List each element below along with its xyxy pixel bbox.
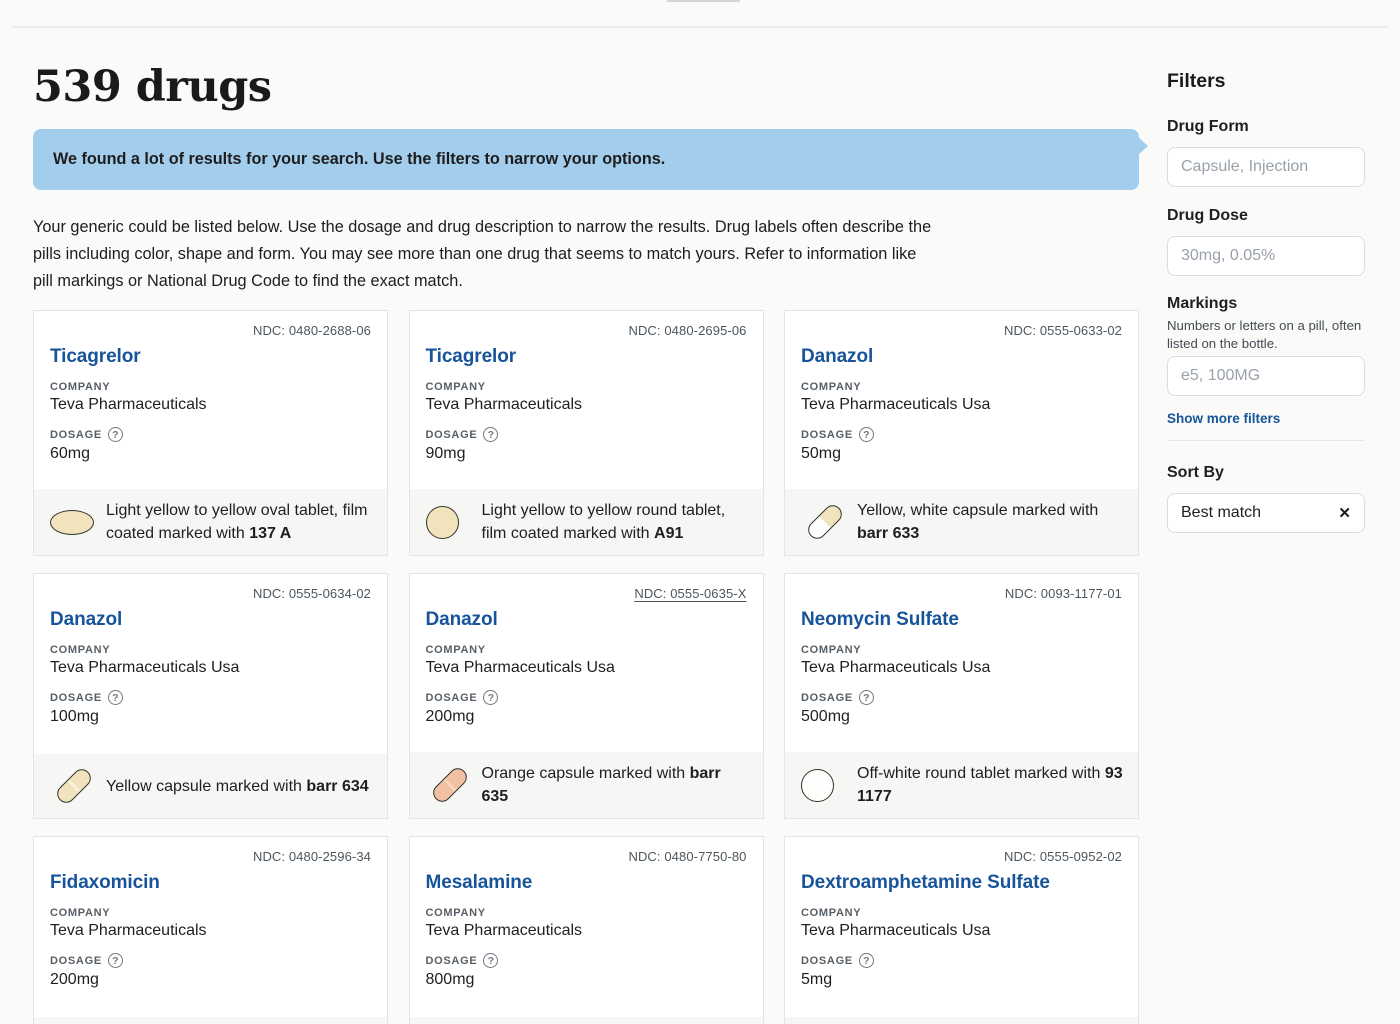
banner-text: We found a lot of results for your search. Use the filters to narrow your options. bbox=[53, 150, 666, 168]
dosage-row bbox=[50, 690, 371, 705]
ndc-code-link[interactable]: NDC: 0093-1177-01 bbox=[1004, 586, 1122, 601]
drug-dose-label: Drug Dose bbox=[1167, 207, 1248, 224]
pill-icon-wrap bbox=[801, 513, 857, 531]
drug-card bbox=[409, 836, 764, 1024]
markings-helper-text: Numbers or letters on a pill, often listed on the bottle. bbox=[1167, 318, 1362, 351]
company-label: COMPANY bbox=[801, 381, 862, 393]
dosage-label: DOSAGE bbox=[50, 428, 102, 441]
drug-card-grid bbox=[33, 310, 1139, 1024]
drug-name-link[interactable]: Ticagrelor bbox=[425, 346, 517, 367]
company-value: Teva Pharmaceuticals Usa bbox=[801, 922, 991, 939]
company-value: Teva Pharmaceuticals bbox=[425, 922, 583, 939]
results-info-banner bbox=[33, 129, 1139, 190]
pill-description-footer bbox=[410, 489, 763, 555]
pill-icon-wrap bbox=[426, 776, 482, 794]
ndc-code-link[interactable]: NDC: 0480-7750-80 bbox=[628, 849, 747, 864]
dosage-label: DOSAGE bbox=[50, 691, 102, 704]
pill-description-footer bbox=[785, 489, 1138, 555]
dosage-help-icon[interactable]: ? bbox=[108, 427, 123, 442]
pill-description-text: Orange capsule marked with bbox=[481, 765, 686, 782]
dosage-label: DOSAGE bbox=[425, 428, 478, 441]
pill-marking: A91 bbox=[654, 525, 684, 542]
dosage-help-icon[interactable]: ? bbox=[483, 427, 498, 442]
pill-description-footer bbox=[34, 1017, 387, 1024]
intro-line: Your generic could be listed below. Use the dosage and drug description to narrow the results. Drug labels often describe the bbox=[33, 218, 932, 236]
dosage-help-icon[interactable]: ? bbox=[483, 953, 498, 968]
filters-heading: Filters bbox=[1167, 70, 1226, 92]
drug-card-body bbox=[410, 311, 763, 463]
dosage-help-icon[interactable]: ? bbox=[859, 690, 874, 705]
company-label: COMPANY bbox=[50, 907, 111, 919]
drug-name-link[interactable]: Danazol bbox=[425, 609, 498, 630]
dosage-value: 500mg bbox=[801, 708, 850, 725]
pill-marking: barr 634 bbox=[306, 777, 369, 795]
drug-name-link[interactable]: Danazol bbox=[801, 346, 874, 367]
pill-marking: barr 633 bbox=[857, 525, 920, 542]
pill-icon bbox=[429, 764, 470, 805]
pill-description bbox=[482, 762, 749, 808]
dosage-help-icon[interactable]: ? bbox=[859, 953, 874, 968]
pill-marking: 137 A bbox=[249, 525, 292, 542]
ndc-code-link[interactable]: NDC: 0555-0633-02 bbox=[1003, 323, 1122, 338]
drug-card-body bbox=[410, 574, 763, 726]
drug-card bbox=[409, 573, 764, 819]
ndc-code-link[interactable]: NDC: 0480-2688-06 bbox=[252, 323, 371, 338]
dosage-label: DOSAGE bbox=[425, 691, 478, 704]
dosage-help-icon[interactable]: ? bbox=[859, 427, 874, 442]
dosage-help-icon[interactable]: ? bbox=[108, 953, 123, 968]
company-label: COMPANY bbox=[425, 907, 486, 919]
drug-card-body bbox=[34, 311, 387, 463]
page-title: 539 drugs bbox=[33, 62, 272, 112]
pill-description-text: Yellow, white capsule marked with bbox=[857, 502, 1099, 519]
pill-icon bbox=[53, 765, 94, 806]
dosage-row bbox=[426, 427, 747, 442]
pill-description-footer bbox=[34, 489, 387, 555]
pill-icon bbox=[50, 510, 94, 535]
markings-label: Markings bbox=[1167, 295, 1238, 312]
clear-sort-icon[interactable]: ✕ bbox=[1338, 504, 1351, 522]
pill-icon bbox=[804, 501, 845, 542]
pill-description-footer bbox=[410, 752, 763, 818]
filters-sidebar bbox=[1167, 70, 1365, 533]
ndc-code-link[interactable]: NDC: 0480-2695-06 bbox=[628, 323, 747, 338]
dosage-row bbox=[50, 953, 371, 968]
pill-icon-wrap bbox=[50, 777, 106, 795]
sort-by-value: Best match bbox=[1181, 504, 1262, 521]
drug-name-link[interactable]: Dextroamphetamine Sulfate bbox=[801, 872, 1050, 893]
dosage-row bbox=[50, 427, 371, 442]
pill-description-text: Light yellow to yellow round tablet, film coated marked with bbox=[481, 502, 726, 542]
company-value: Teva Pharmaceuticals Usa bbox=[801, 396, 991, 413]
top-center-divider-mark bbox=[667, 0, 740, 2]
company-label: COMPANY bbox=[801, 644, 862, 656]
show-more-filters-link[interactable]: Show more filters bbox=[1167, 411, 1281, 426]
drug-card bbox=[33, 310, 388, 556]
pill-description-footer bbox=[34, 754, 387, 818]
drug-card bbox=[409, 310, 764, 556]
drug-card bbox=[784, 310, 1139, 556]
company-label: COMPANY bbox=[801, 907, 862, 919]
dosage-row bbox=[426, 953, 747, 968]
dosage-value: 50mg bbox=[801, 445, 842, 462]
company-value: Teva Pharmaceuticals bbox=[50, 922, 207, 939]
ndc-code-link[interactable]: NDC: 0555-0634-02 bbox=[252, 586, 371, 601]
drug-card-body bbox=[410, 837, 763, 989]
pill-icon bbox=[801, 769, 834, 802]
intro-line: pills including color, shape and form. You may see more than one drug that seems to match yours. Refer to information like bbox=[33, 245, 917, 263]
top-divider bbox=[12, 26, 1388, 28]
markings-input[interactable] bbox=[1167, 356, 1365, 396]
drug-card bbox=[784, 836, 1139, 1024]
drug-name-link[interactable]: Fidaxomicin bbox=[50, 872, 160, 893]
drug-card-body bbox=[785, 574, 1138, 726]
company-value: Teva Pharmaceuticals Usa bbox=[425, 659, 615, 676]
dosage-label: DOSAGE bbox=[425, 954, 478, 967]
drug-form-label: Drug Form bbox=[1167, 118, 1249, 135]
pill-marking: 93 1177 bbox=[857, 765, 1123, 805]
pill-icon bbox=[426, 506, 459, 539]
pill-icon-wrap bbox=[50, 510, 106, 535]
sort-by-select[interactable] bbox=[1167, 493, 1365, 533]
dosage-value: 100mg bbox=[50, 708, 99, 725]
ndc-code-link[interactable]: NDC: 0555-0635-X bbox=[634, 586, 747, 601]
dosage-value: 200mg bbox=[50, 971, 99, 988]
drug-card-body bbox=[785, 311, 1138, 463]
dosage-row bbox=[801, 690, 1122, 705]
drug-dose-input[interactable] bbox=[1167, 236, 1365, 276]
pill-description bbox=[106, 775, 369, 798]
pill-description-footer bbox=[785, 1017, 1138, 1024]
pill-icon-wrap bbox=[801, 769, 857, 802]
dosage-row bbox=[426, 690, 747, 705]
dosage-value: 5mg bbox=[801, 971, 833, 988]
dosage-row bbox=[801, 427, 1122, 442]
pill-description-text: Light yellow to yellow oval tablet, film coated marked with bbox=[106, 502, 368, 542]
ndc-code-link[interactable]: NDC: 0480-2596-34 bbox=[252, 849, 371, 864]
intro-line: pill markings or National Drug Code to find the exact match. bbox=[33, 272, 463, 290]
ndc-code-link[interactable]: NDC: 0555-0952-02 bbox=[1003, 849, 1122, 864]
pill-description bbox=[857, 762, 1124, 808]
dosage-label: DOSAGE bbox=[50, 954, 102, 967]
company-value: Teva Pharmaceuticals Usa bbox=[801, 659, 991, 676]
company-value: Teva Pharmaceuticals bbox=[50, 396, 207, 413]
dosage-help-icon[interactable]: ? bbox=[108, 690, 123, 705]
pill-marking: barr 635 bbox=[481, 765, 721, 805]
intro-paragraph bbox=[33, 214, 1013, 295]
dosage-value: 800mg bbox=[425, 971, 475, 988]
dosage-value: 200mg bbox=[425, 708, 475, 725]
drug-card-body bbox=[785, 837, 1138, 989]
pill-icon-wrap bbox=[426, 506, 482, 539]
pill-description-footer bbox=[410, 1017, 763, 1024]
drug-card bbox=[33, 836, 388, 1024]
company-label: COMPANY bbox=[50, 644, 111, 656]
dosage-row bbox=[801, 953, 1122, 968]
pill-description-text: Yellow capsule marked with bbox=[106, 777, 302, 795]
drug-card bbox=[784, 573, 1139, 819]
pill-description-footer bbox=[785, 752, 1138, 818]
company-value: Teva Pharmaceuticals Usa bbox=[50, 659, 240, 676]
company-value: Teva Pharmaceuticals bbox=[425, 396, 583, 413]
company-label: COMPANY bbox=[425, 381, 486, 393]
company-label: COMPANY bbox=[50, 381, 111, 393]
drug-name-link[interactable]: Danazol bbox=[50, 609, 123, 630]
sort-by-label: Sort By bbox=[1167, 464, 1224, 481]
drug-card bbox=[33, 573, 388, 819]
dosage-label: DOSAGE bbox=[801, 428, 853, 441]
drug-form-input[interactable] bbox=[1167, 147, 1365, 187]
drug-name-link[interactable]: Ticagrelor bbox=[50, 346, 141, 367]
company-label: COMPANY bbox=[425, 644, 486, 656]
pill-description bbox=[857, 499, 1124, 545]
drug-card-body bbox=[34, 574, 387, 726]
pill-description-text: Off-white round tablet marked with bbox=[857, 765, 1101, 782]
dosage-value: 90mg bbox=[425, 445, 466, 462]
dosage-value: 60mg bbox=[50, 445, 91, 462]
dosage-label: DOSAGE bbox=[801, 954, 853, 967]
drug-card-body bbox=[34, 837, 387, 989]
drug-name-link[interactable]: Mesalamine bbox=[425, 872, 533, 893]
sidebar-divider bbox=[1167, 440, 1365, 441]
drug-name-link[interactable]: Neomycin Sulfate bbox=[801, 609, 959, 630]
dosage-help-icon[interactable]: ? bbox=[483, 690, 498, 705]
pill-description bbox=[482, 499, 749, 545]
pill-description bbox=[106, 499, 373, 545]
dosage-label: DOSAGE bbox=[801, 691, 853, 704]
